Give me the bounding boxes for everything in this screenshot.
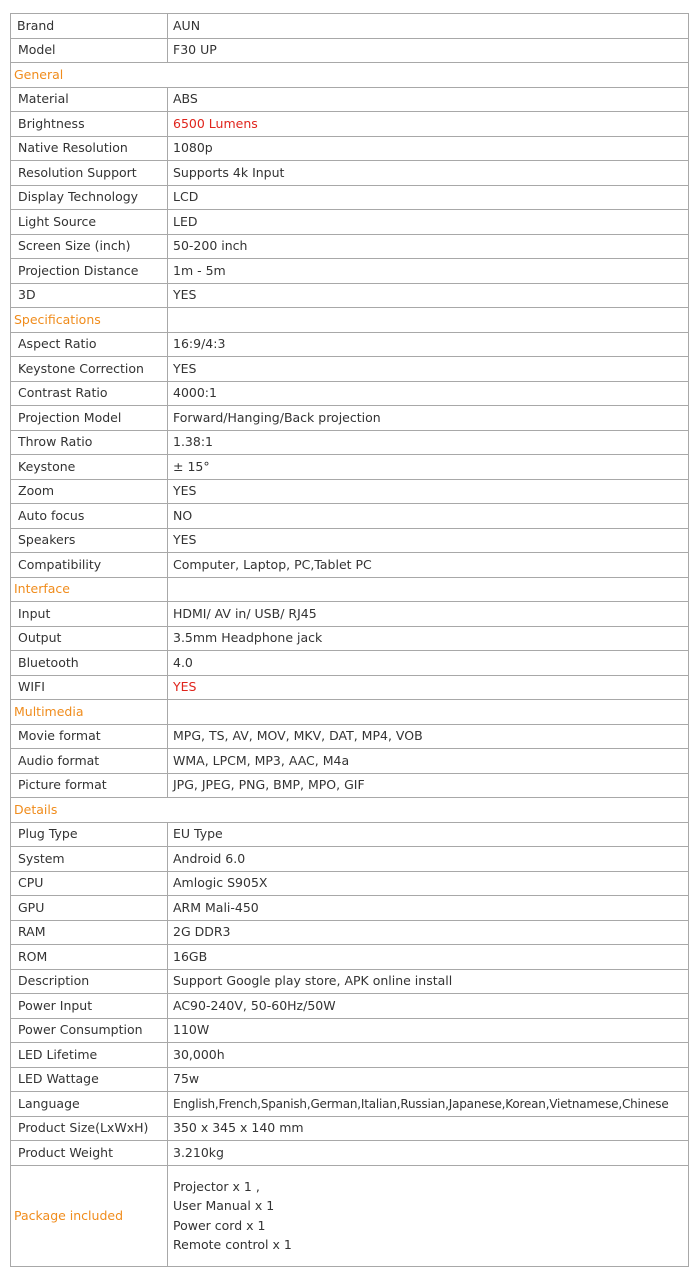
spec-key: WIFI	[11, 675, 168, 700]
spec-key: Language	[11, 1092, 168, 1117]
table-row	[11, 1092, 689, 1117]
table-row	[11, 259, 689, 284]
table-row	[11, 87, 689, 112]
package-item: Projector x 1 ,	[173, 1178, 260, 1194]
table-row	[11, 822, 689, 847]
spec-value: Computer, Laptop, PC,Tablet PC	[168, 553, 689, 578]
table-row	[11, 920, 689, 945]
spec-key: Product Weight	[11, 1141, 168, 1166]
spec-value: ABS	[168, 87, 689, 112]
spec-key: ROM	[11, 945, 168, 970]
table-row	[11, 651, 689, 676]
spec-value: 30,000h	[168, 1043, 689, 1068]
spec-key: Keystone	[11, 455, 168, 480]
spec-key: Speakers	[11, 528, 168, 553]
table-row	[11, 185, 689, 210]
table-row-package	[11, 1165, 689, 1266]
spec-value: 3.5mm Headphone jack	[168, 626, 689, 651]
table-row	[11, 14, 689, 39]
spec-value: MPG, TS, AV, MOV, MKV, DAT, MP4, VOB	[168, 724, 689, 749]
table-row	[11, 602, 689, 627]
section-title: Interface	[11, 577, 168, 602]
section-title: Specifications	[11, 308, 168, 333]
table-row	[11, 112, 689, 137]
spec-value: YES	[168, 283, 689, 308]
package-item: User Manual x 1	[173, 1198, 275, 1214]
section-header-details	[11, 798, 689, 823]
spec-value: 50-200 inch	[168, 234, 689, 259]
spec-value-highlight: 6500 Lumens	[168, 112, 689, 137]
spec-key: Auto focus	[11, 504, 168, 529]
table-row	[11, 1067, 689, 1092]
spec-value: 16GB	[168, 945, 689, 970]
package-key: Package included	[11, 1165, 168, 1266]
table-row	[11, 994, 689, 1019]
spec-value: Supports 4k Input	[168, 161, 689, 186]
spec-value: 1.38:1	[168, 430, 689, 455]
table-row	[11, 724, 689, 749]
table-row	[11, 749, 689, 774]
spec-value: AC90-240V, 50-60Hz/50W	[168, 994, 689, 1019]
table-row	[11, 969, 689, 994]
spec-key: Projection Distance	[11, 259, 168, 284]
spec-key: Plug Type	[11, 822, 168, 847]
spec-key: Screen Size (inch)	[11, 234, 168, 259]
spec-key: Audio format	[11, 749, 168, 774]
spec-key: LED Lifetime	[11, 1043, 168, 1068]
section-title: Details	[11, 798, 689, 823]
spec-value-highlight: YES	[168, 675, 689, 700]
table-row	[11, 626, 689, 651]
table-row	[11, 528, 689, 553]
spec-key: Zoom	[11, 479, 168, 504]
package-items	[168, 1165, 689, 1266]
spec-value: 75w	[168, 1067, 689, 1092]
section-empty-cell	[168, 700, 689, 725]
spec-value: 350 x 345 x 140 mm	[168, 1116, 689, 1141]
spec-key: LED Wattage	[11, 1067, 168, 1092]
table-row	[11, 479, 689, 504]
table-row	[11, 161, 689, 186]
spec-key: Input	[11, 602, 168, 627]
spec-value: English,French,Spanish,German,Italian,Russian,Japanese,Korean,Vietnamese,Chinese	[168, 1092, 689, 1117]
spec-value: 3.210kg	[168, 1141, 689, 1166]
spec-value: YES	[168, 357, 689, 382]
spec-key: Native Resolution	[11, 136, 168, 161]
table-row	[11, 332, 689, 357]
spec-key: Model	[11, 38, 168, 63]
spec-value: HDMI/ AV in/ USB/ RJ45	[168, 602, 689, 627]
section-title: Multimedia	[11, 700, 168, 725]
table-row	[11, 553, 689, 578]
spec-value: LED	[168, 210, 689, 235]
spec-value: WMA, LPCM, MP3, AAC, M4a	[168, 749, 689, 774]
spec-value: LCD	[168, 185, 689, 210]
spec-value: 1m - 5m	[168, 259, 689, 284]
spec-key: Brightness	[11, 112, 168, 137]
spec-value: ARM Mali-450	[168, 896, 689, 921]
spec-key: Compatibility	[11, 553, 168, 578]
spec-key: Product Size(LxWxH)	[11, 1116, 168, 1141]
spec-key: Bluetooth	[11, 651, 168, 676]
spec-key: Output	[11, 626, 168, 651]
spec-key: Picture format	[11, 773, 168, 798]
spec-value: 1080p	[168, 136, 689, 161]
table-row	[11, 357, 689, 382]
spec-value: EU Type	[168, 822, 689, 847]
table-row	[11, 675, 689, 700]
table-row	[11, 38, 689, 63]
section-header-general	[11, 63, 689, 88]
table-row	[11, 773, 689, 798]
spec-key: Description	[11, 969, 168, 994]
table-row	[11, 1141, 689, 1166]
spec-value: 16:9/4:3	[168, 332, 689, 357]
spec-key: System	[11, 847, 168, 872]
spec-value: Forward/Hanging/Back projection	[168, 406, 689, 431]
section-header-multimedia	[11, 700, 689, 725]
spec-key: Keystone Correction	[11, 357, 168, 382]
table-row	[11, 234, 689, 259]
spec-key: Power Input	[11, 994, 168, 1019]
spec-value: YES	[168, 528, 689, 553]
spec-key: Aspect Ratio	[11, 332, 168, 357]
spec-value: 4.0	[168, 651, 689, 676]
spec-value: 110W	[168, 1018, 689, 1043]
spec-key: Power Consumption	[11, 1018, 168, 1043]
table-row	[11, 283, 689, 308]
spec-key: Contrast Ratio	[11, 381, 168, 406]
spec-key: 3D	[11, 283, 168, 308]
table-row	[11, 430, 689, 455]
table-row	[11, 871, 689, 896]
spec-key: Resolution Support	[11, 161, 168, 186]
spec-value: Support Google play store, APK online install	[168, 969, 689, 994]
table-row	[11, 455, 689, 480]
spec-value: NO	[168, 504, 689, 529]
package-item: Power cord x 1	[173, 1217, 266, 1233]
spec-key: RAM	[11, 920, 168, 945]
spec-key: GPU	[11, 896, 168, 921]
spec-value: AUN	[168, 14, 689, 39]
spec-key: Throw Ratio	[11, 430, 168, 455]
table-row	[11, 406, 689, 431]
section-empty-cell	[168, 577, 689, 602]
spec-value: JPG, JPEG, PNG, BMP, MPO, GIF	[168, 773, 689, 798]
spec-key: CPU	[11, 871, 168, 896]
spec-key: Display Technology	[11, 185, 168, 210]
table-row	[11, 1018, 689, 1043]
spec-key: Material	[11, 87, 168, 112]
spec-value: YES	[168, 479, 689, 504]
spec-key: Brand	[11, 14, 168, 39]
spec-value: 2G DDR3	[168, 920, 689, 945]
spec-table	[10, 13, 689, 1267]
table-row	[11, 1116, 689, 1141]
table-row	[11, 210, 689, 235]
section-empty-cell	[168, 308, 689, 333]
section-title: General	[11, 63, 689, 88]
spec-sheet	[10, 13, 689, 1267]
table-row	[11, 945, 689, 970]
spec-key: Movie format	[11, 724, 168, 749]
table-row	[11, 136, 689, 161]
spec-value: Amlogic S905X	[168, 871, 689, 896]
section-header-interface	[11, 577, 689, 602]
table-row	[11, 847, 689, 872]
spec-key: Light Source	[11, 210, 168, 235]
table-row	[11, 1043, 689, 1068]
spec-value: F30 UP	[168, 38, 689, 63]
table-row	[11, 381, 689, 406]
table-row	[11, 504, 689, 529]
section-header-specifications	[11, 308, 689, 333]
table-row	[11, 896, 689, 921]
spec-value: 4000:1	[168, 381, 689, 406]
spec-value: Android 6.0	[168, 847, 689, 872]
spec-key: Projection Model	[11, 406, 168, 431]
package-item: Remote control x 1	[173, 1236, 292, 1252]
spec-value: ± 15°	[168, 455, 689, 480]
